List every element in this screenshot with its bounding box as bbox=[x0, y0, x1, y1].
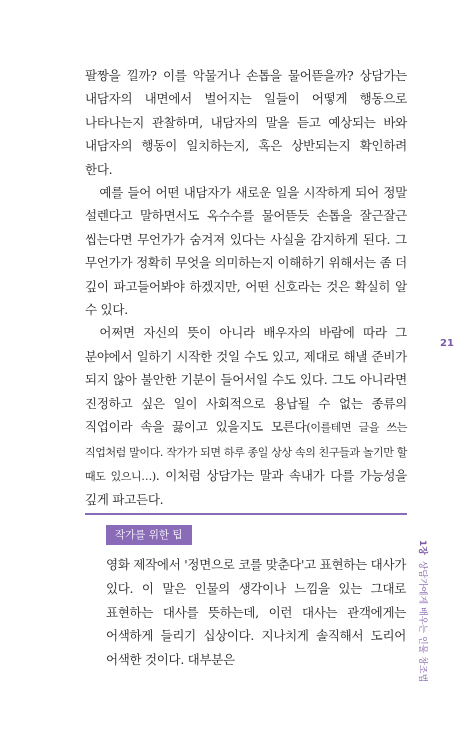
paragraph bbox=[85, 321, 407, 511]
page-number: 21 bbox=[440, 338, 454, 349]
chapter-number: 1장 bbox=[417, 540, 427, 555]
paragraph: 예를 들어 어떤 내담자가 새로운 일을 시작하게 되어 정말 설렌다고 말하면서도 옥수수를 물어뜯듯 손톱을 잘근잘근 씹는다면 무언가가 숨겨져 있다는 사실을 감지하게 된다. 그 무언가가 정확히 무엇을 의미하는지 이해하기 위해서는 좀 더 깊이 파고들어봐야 하겠지만, 어떤 신호라는 것은 확실히 알 수 있다. bbox=[85, 185, 407, 318]
tip-text: 영화 제작에서 '정면으로 코를 맞춘다'고 표현하는 대사가 있다. 이 말은 인물의 생각이나 느낌을 있는 그대로 표현하는 대사를 뜻하는데, 이런 대사는 관객에게는 어색하게 들리기 십상이다. 지나치게 솔직해서 도리어 어색한 것이다. 대부분은 bbox=[106, 557, 406, 668]
body-text bbox=[85, 64, 407, 512]
running-header bbox=[416, 540, 430, 683]
parenthetical-aside: (이를테면 글을 쓰는 직업처럼 말이다. 작가가 되면 하루 종일 상상 속의 친구들과 놀기만 할 때도 있으니…) bbox=[85, 421, 407, 483]
chapter-title bbox=[417, 540, 430, 740]
paragraph-text: 어쩌면 자신의 뜻이 아니라 배우자의 바람에 따라 그 분야에서 일하기 시작한 것일 수도 있고, 제대로 해낼 준비가 되지 않아 불안한 기분이 들어서일 수도 있다. 그도 아니라면 진정하고 싶은 일이 사회적으로 용납될 수 없는 종류의 직업이라 속을 끓이고 있을지도 모른다 bbox=[85, 325, 407, 435]
tip-label: 작가를 위한 팁 bbox=[106, 525, 192, 545]
paragraph-text: . 이처럼 상담가는 말과 속내가 다를 가능성을 깊게 파고든다. bbox=[85, 467, 408, 508]
writer-tip-box bbox=[85, 513, 407, 728]
chapter-name: 상담가에게 배우는 인물 창조법 bbox=[417, 560, 427, 683]
paragraph: 팔짱을 낄까? 이를 악물거나 손톱을 물어뜯을까? 상담가는 내담자의 내면에서 벌어지는 일들이 어떻게 행동으로 나타나는지 관찰하며, 내담자의 말을 듣고 예상되는 바와 내담자의 행동이 일치하는지, 혹은 상반되는지 확인하려 한다. bbox=[85, 68, 407, 177]
